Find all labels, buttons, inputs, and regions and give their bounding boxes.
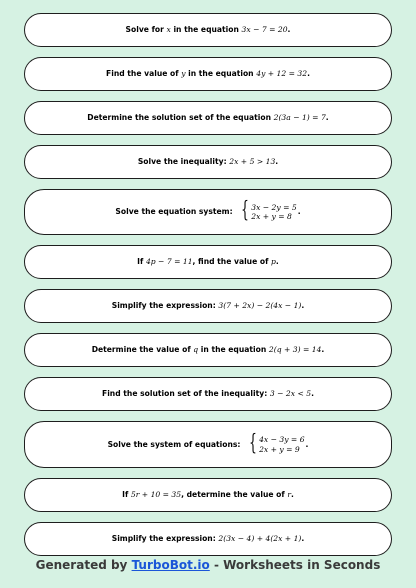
problem-card: [24, 101, 392, 135]
problem-text: Solve the equation system:: [115, 207, 236, 217]
problem-card: [24, 377, 392, 411]
problem-text: .: [325, 113, 329, 123]
problem-card: [24, 57, 392, 91]
problem-card: [24, 333, 392, 367]
problem-text: Find the value of: [106, 69, 182, 79]
problem-text: Find the solution set of the inequality:: [102, 389, 270, 399]
math: y: [181, 69, 186, 79]
math: 2(3a − 1) = 7: [273, 113, 326, 123]
problem-text: .: [301, 301, 305, 311]
problem-card: [24, 245, 392, 279]
problem-text: .: [301, 534, 305, 544]
problem-text: Determine the solution set of the equation: [87, 113, 274, 123]
problem-text: Determine the value of: [91, 345, 194, 355]
problem-text: , determine the value of: [181, 490, 288, 500]
problem-text: .: [305, 439, 309, 449]
problem-text: .: [275, 257, 279, 267]
problem-card: [24, 421, 392, 468]
equation-row: 2x + y = 8: [251, 212, 292, 221]
math: 2(3x − 4) + 4(2x + 1): [218, 534, 302, 544]
brace-icon: {: [241, 198, 250, 223]
problem-text: in the equation: [170, 25, 242, 35]
problem-text: .: [297, 207, 301, 217]
problem-card: [24, 289, 392, 323]
problem-text: Simplify the expression:: [111, 301, 219, 311]
problem-text: , find the value of: [192, 257, 272, 267]
equation-system: [238, 198, 297, 223]
math: x: [166, 25, 171, 35]
brace-icon: {: [249, 430, 257, 456]
math: 3 − 2x < 5: [269, 389, 312, 399]
problem-text: If: [122, 490, 131, 500]
problem-text: .: [321, 345, 325, 355]
math: 2x + 5 > 13: [229, 157, 276, 167]
footer-suffix: - Worksheets in Seconds: [209, 558, 381, 572]
problem-text: Solve the inequality:: [137, 157, 230, 167]
footer-prefix: Generated by: [35, 558, 132, 572]
problem-card: [24, 478, 392, 512]
math: q: [193, 345, 199, 355]
problem-text: .: [307, 69, 310, 79]
math: 4y + 12 = 32: [256, 69, 308, 79]
math: 5r + 10 = 35: [130, 490, 182, 500]
equation-system: [246, 430, 305, 456]
math: r: [287, 490, 291, 500]
problem-text: .: [290, 490, 294, 500]
problem-card: [24, 189, 392, 235]
problem-text: in the equation: [198, 345, 269, 355]
math: 3x − 7 = 20: [241, 25, 288, 35]
turbobot-link[interactable]: TurboBot.io: [131, 558, 210, 572]
problem-text: Simplify the expression:: [111, 534, 219, 544]
problem-text: If: [137, 257, 146, 267]
problem-card: [24, 522, 392, 556]
equation-row: 2x + y = 9: [259, 444, 300, 454]
problem-text: .: [287, 25, 291, 35]
math: p: [271, 257, 276, 267]
math: 3(7 + 2x) − 2(4x − 1): [218, 301, 302, 311]
problem-text: Solve for: [125, 25, 167, 35]
problem-text: .: [275, 157, 279, 167]
math: 2(q + 3) = 14: [268, 345, 322, 355]
problem-card: [24, 145, 392, 179]
problem-list: [24, 13, 392, 566]
problem-card: [24, 13, 392, 47]
problem-text: in the equation: [185, 69, 257, 79]
problem-text: Solve the system of equations:: [107, 439, 244, 449]
footer: [0, 558, 416, 572]
equation-row: 4x − 3y = 6: [259, 435, 305, 445]
math: 4p − 7 = 11: [145, 257, 193, 267]
equation-row: 3x − 2y = 5: [251, 202, 297, 212]
problem-text: .: [311, 389, 314, 399]
